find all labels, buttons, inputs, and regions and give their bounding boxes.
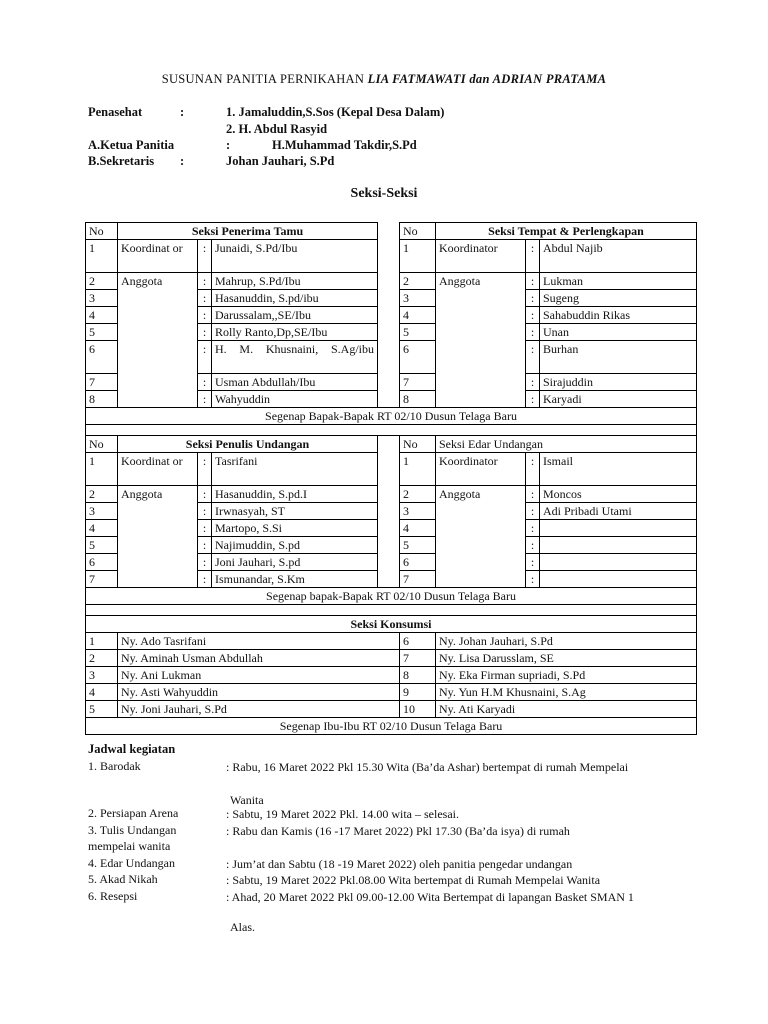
sekretaris-label: B.Sekretaris [88,154,155,168]
spacer [378,273,400,290]
member-name: Sahabuddin Rikas [540,307,697,324]
section-footer: Segenap bapak-Bapak RT 02/10 Dusun Telaga Baru [86,588,697,605]
row-number: 4 [86,520,118,537]
member-name: Hasanuddin, S.pd/ibu [212,290,378,307]
colon: : [526,341,540,374]
member-name: Martopo, S.Si [212,520,378,537]
blank-row [86,605,697,616]
row-number: 4 [400,520,436,537]
ketua-value: H.Muhammad Takdir,S.Pd [272,138,417,152]
row-number: 5 [86,537,118,554]
table-row [86,391,697,408]
colon: : [526,307,540,324]
colon: : [198,240,212,273]
schedule-label: 4. Edar Undangan [88,856,175,870]
colon: : [226,138,231,152]
colon: : [526,290,540,307]
row-number: 1 [86,240,118,273]
member-name: Ny. Ani Lukman [118,667,400,684]
spacer [378,240,400,273]
row-number: 1 [400,240,436,273]
table-row [86,537,697,554]
spacer [378,453,400,486]
colon: : [526,273,540,290]
member-name [540,571,697,588]
member-name: Usman Abdullah/Ibu [212,374,378,391]
spacer [378,374,400,391]
blank-row [86,425,697,436]
spacer [378,391,400,408]
role-label: Koordinator [436,453,526,486]
penasehat-1: 1. Jamaluddin,S.Sos (Kepal Desa Dalam) [226,105,445,119]
row-number: 7 [400,571,436,588]
row-number: 5 [400,537,436,554]
section-header-row [86,436,697,453]
row-number: 4 [400,307,436,324]
row-number: 2 [86,650,118,667]
footer-row [86,408,697,425]
member-name: Sugeng [540,290,697,307]
row-number: 1 [86,633,118,650]
colon: : [198,391,212,408]
spacer [378,341,400,374]
role-cell [118,324,198,341]
schedule-label: 2. Persiapan Arena [88,806,179,820]
colon: : [526,486,540,503]
role-cell [436,391,526,408]
colon: : [180,154,185,168]
role-cell [118,307,198,324]
member-name: Wahyuddin [212,391,378,408]
member-name: Burhan [540,341,697,374]
member-name: Adi Pribadi Utami [540,503,697,520]
row-number: 3 [86,503,118,520]
colon: : [198,273,212,290]
schedule-label: 3. Tulis Undangan [88,823,177,837]
schedule-value: : Sabtu, 19 Maret 2022 Pkl. 14.00 wita – selesai. [226,807,459,821]
spacer [378,520,400,537]
role-cell [118,341,198,374]
colon: : [526,537,540,554]
section-footer: Segenap Ibu-Ibu RT 02/10 Dusun Telaga Baru [86,718,697,735]
member-name [540,554,697,571]
colon: : [526,240,540,273]
role-cell [436,374,526,391]
role-cell [118,290,198,307]
row-number: 6 [86,341,118,374]
colon: : [526,554,540,571]
role-cell [436,554,526,571]
colon: : [198,503,212,520]
sekretaris-value: Johan Jauhari, S.Pd [226,154,335,168]
colon: : [198,290,212,307]
member-name: Ny. Ado Tasrifani [118,633,400,650]
section-title: Seksi Edar Undangan [436,436,697,453]
colon: : [526,324,540,341]
schedule-value: : Sabtu, 19 Maret 2022 Pkl.08.00 Wita bertempat di Rumah Mempelai Wanita [226,873,601,887]
row-number: 7 [400,374,436,391]
member-name: Ny. Johan Jauhari, S.Pd [436,633,697,650]
member-name: Ny. Lisa Darusslam, SE [436,650,697,667]
colon: : [526,571,540,588]
member-name [540,520,697,537]
member-name: Hasanuddin, S.pd.I [212,486,378,503]
colon: : [526,374,540,391]
colon: : [198,374,212,391]
member-name: Ismunandar, S.Km [212,571,378,588]
colon: : [526,503,540,520]
schedule-extra: Alas. [230,920,255,934]
table-row [86,684,697,701]
spacer [378,537,400,554]
member-name: Abdul Najib [540,240,697,273]
colon: : [198,307,212,324]
colon: : [198,554,212,571]
colon: : [198,520,212,537]
table-row [86,633,697,650]
col-no: No [400,436,436,453]
penasehat-2: 2. H. Abdul Rasyid [226,122,328,136]
jadwal-title: Jadwal kegiatan [88,742,176,756]
colon: : [198,537,212,554]
colon: : [198,453,212,486]
row-number: 8 [400,391,436,408]
committee-table [85,222,697,735]
role-cell [436,537,526,554]
colon: : [180,105,185,119]
role-label: Koordinator [436,240,526,273]
role-cell [118,374,198,391]
spacer [378,223,400,240]
section-title: Seksi Penulis Undangan [118,436,378,453]
table-row [86,503,697,520]
schedule-value: : Rabu, 16 Maret 2022 Pkl 15.30 Wita (Ba’da Ashar) bertempat di rumah Mempelai [226,760,629,774]
blank-row [86,425,697,436]
colon: : [198,571,212,588]
member-name: Joni Jauhari, S.pd [212,554,378,571]
member-name: Unan [540,324,697,341]
member-name: Rolly Ranto,Dp,SE/Ibu [212,324,378,341]
spacer [378,554,400,571]
spacer [378,324,400,341]
spacer [378,571,400,588]
member-name: Najimuddin, S.pd [212,537,378,554]
table-row [86,520,697,537]
member-name: Ny. Asti Wahyuddin [118,684,400,701]
row-number: 4 [86,684,118,701]
colon: : [198,324,212,341]
table-row [86,486,697,503]
role-cell [118,503,198,520]
member-name: Sirajuddin [540,374,697,391]
role-cell [436,571,526,588]
penasehat-label: Penasehat [88,105,143,119]
section-header-row [86,616,697,633]
col-no: No [400,223,436,240]
row-number: 1 [86,453,118,486]
row-number: 3 [400,290,436,307]
role-label: Anggota [436,486,526,503]
member-name: H. M. Khusnaini, S.Ag/ibu [212,341,378,374]
row-number: 6 [86,554,118,571]
row-number: 2 [400,486,436,503]
table-row [86,554,697,571]
section-title: Seksi Konsumsi [86,616,697,633]
footer-row [86,588,697,605]
row-number: 3 [86,290,118,307]
member-name: Ny. Ati Karyadi [436,701,697,718]
col-no: No [86,436,118,453]
table-row [86,667,697,684]
role-cell [118,391,198,408]
row-number: 2 [400,273,436,290]
table-row [86,701,697,718]
row-number: 9 [400,684,436,701]
table-row [86,453,697,486]
row-number: 6 [400,633,436,650]
member-name: Ismail [540,453,697,486]
row-number: 10 [400,701,436,718]
spacer [378,290,400,307]
blank-row [86,605,697,616]
row-number: 1 [400,453,436,486]
member-name: Lukman [540,273,697,290]
schedule-extra: Wanita [230,793,264,807]
member-name [540,537,697,554]
row-number: 3 [400,503,436,520]
section-title: Seksi Tempat & Perlengkapan [436,223,697,240]
role-cell [436,324,526,341]
row-number: 8 [400,667,436,684]
spacer [378,503,400,520]
role-label: Koordinat or [118,453,198,486]
footer-row [86,718,697,735]
member-name: Darussalam,,SE/Ibu [212,307,378,324]
schedule-value: : Rabu dan Kamis (16 -17 Maret 2022) Pkl 17.30 (Ba’da isya) di rumah [226,824,570,838]
member-name: Moncos [540,486,697,503]
member-name: Ny. Eka Firman supriadi, S.Pd [436,667,697,684]
table-row [86,571,697,588]
role-cell [436,341,526,374]
table-row [86,324,697,341]
ketua-label: A.Ketua Panitia [88,138,175,152]
table-row [86,307,697,324]
row-number: 6 [400,341,436,374]
table-row [86,341,697,374]
role-cell [118,520,198,537]
seksi-title: Seksi-Seksi [350,186,418,201]
colon: : [198,341,212,374]
table-row [86,273,697,290]
row-number: 7 [86,571,118,588]
spacer [378,307,400,324]
section-header-row [86,223,697,240]
member-name: Mahrup, S.Pd/Ibu [212,273,378,290]
role-cell [436,290,526,307]
schedule-label: 1. Barodak [88,759,141,773]
role-cell [118,537,198,554]
member-name: Karyadi [540,391,697,408]
document-title: SUSUNAN PANITIA PERNIKAHAN LIA FATMAWATI dan ADRIAN PRATAMA [161,72,607,86]
section-title: Seksi Penerima Tamu [118,223,378,240]
row-number: 5 [400,324,436,341]
schedule-label: 5. Akad Nikah [88,872,158,886]
role-label: Koordinat or [118,240,198,273]
schedule-value: : Jum’at dan Sabtu (18 -19 Maret 2022) oleh panitia pengedar undangan [226,857,573,871]
member-name: Ny. Joni Jauhari, S.Pd [118,701,400,718]
row-number: 2 [86,486,118,503]
row-number: 5 [86,324,118,341]
role-label: Anggota [436,273,526,290]
colon: : [526,453,540,486]
row-number: 4 [86,307,118,324]
row-number: 6 [400,554,436,571]
role-cell [436,520,526,537]
row-number: 3 [86,667,118,684]
schedule-label: 6. Resepsi [88,889,138,903]
row-number: 7 [86,374,118,391]
role-cell [118,554,198,571]
row-number: 8 [86,391,118,408]
row-number: 2 [86,273,118,290]
row-number: 5 [86,701,118,718]
row-number: 7 [400,650,436,667]
couple-names: LIA FATMAWATI dan ADRIAN PRATAMA [367,72,607,86]
member-name: Ny. Aminah Usman Abdullah [118,650,400,667]
section-footer: Segenap Bapak-Bapak RT 02/10 Dusun Telaga Baru [86,408,697,425]
table-row [86,650,697,667]
role-label: Anggota [118,486,198,503]
member-name: Junaidi, S.Pd/Ibu [212,240,378,273]
table-row [86,290,697,307]
spacer [378,436,400,453]
table-row [86,240,697,273]
colon: : [526,520,540,537]
colon: : [526,391,540,408]
colon: : [198,486,212,503]
schedule-value: : Ahad, 20 Maret 2022 Pkl 09.00-12.00 Wita Bertempat di lapangan Basket SMAN 1 [226,890,634,904]
col-no: No [86,223,118,240]
schedule-extra: mempelai wanita [88,839,171,853]
member-name: Irwnasyah, ST [212,503,378,520]
role-cell [118,571,198,588]
role-cell [436,307,526,324]
role-label: Anggota [118,273,198,290]
table-row [86,374,697,391]
member-name: Ny. Yun H.M Khusnaini, S.Ag [436,684,697,701]
member-name: Tasrifani [212,453,378,486]
spacer [378,486,400,503]
role-cell [436,503,526,520]
